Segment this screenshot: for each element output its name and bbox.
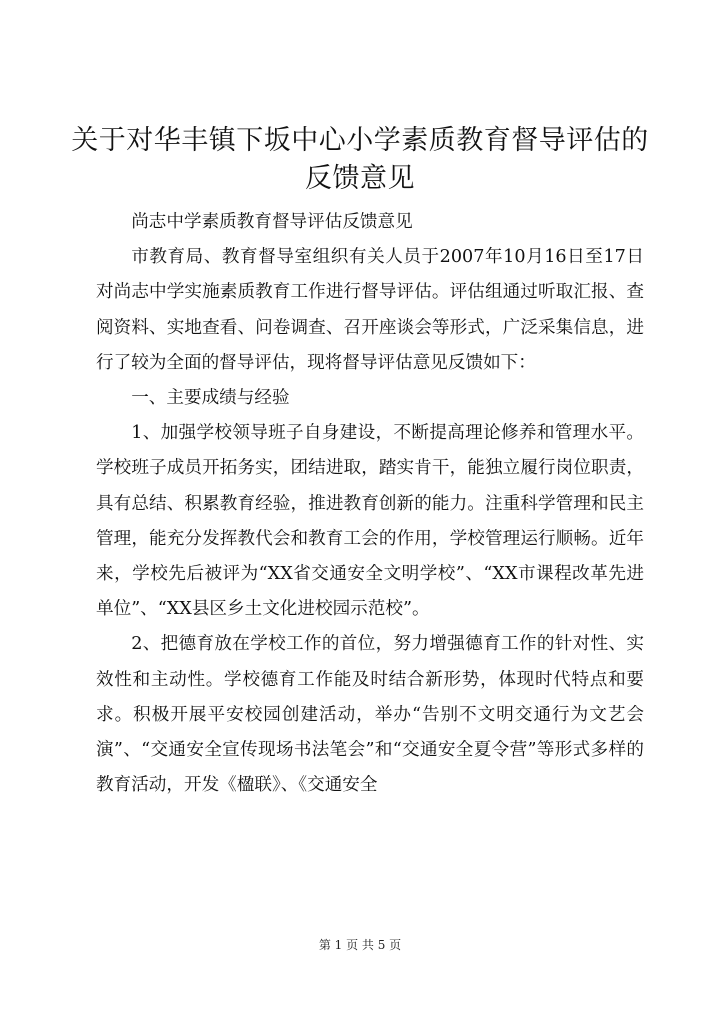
subtitle-paragraph: 尚志中学素质教育督导评估反馈意见 xyxy=(131,212,413,232)
page-footer: 第 1 页 共 5 页 xyxy=(318,938,402,952)
body-paragraph: 1、加强学校领导班子自身建设，不断提高理论修养和管理水平。学校班子成员开拓务实，团结进取，踏实肯干，能独立履行岗位职责，具有总结、积累教育经验，推进教育创新的能力。注重科学管理和民主管理，能充分发挥教代会和教育工会的作用，学校管理运行顺畅。近年来，学校先后被评为“XX省交通安全文明学校”、“XX市课程改革先进单位”、“XX县区乡土文化进校园示范校”。 xyxy=(96,423,644,620)
section-heading: 一、主要成绩与经验 xyxy=(131,388,290,409)
document-body xyxy=(96,205,644,803)
intro-paragraph: 市教育局、教育督导室组织有关人员于2007年10月16日至17日对尚志中学实施素质教育工作进行督导评估。评估组通过听取汇报、查阅资料、实地查看、问卷调查、召开座谈会等形式，广泛采集信息，进行了较为全面的督导评估，现将督导评估意见反馈如下： xyxy=(96,247,644,373)
body-paragraph: 2、把德育放在学校工作的首位，努力增强德育工作的针对性、实效性和主动性。学校德育工作能及时结合新形势，体现时代特点和要求。积极开展平安校园创建活动，举办“告别不文明交通行为文艺会演”、“交通安全宣传现场书法笔会”和“交通安全夏令营”等形式多样的教育活动，开发《楹联》、《交通安全 xyxy=(96,634,644,796)
document-title: 关于对华丰镇下坂中心小学素质教育督导评估的反馈意见 xyxy=(71,125,649,194)
